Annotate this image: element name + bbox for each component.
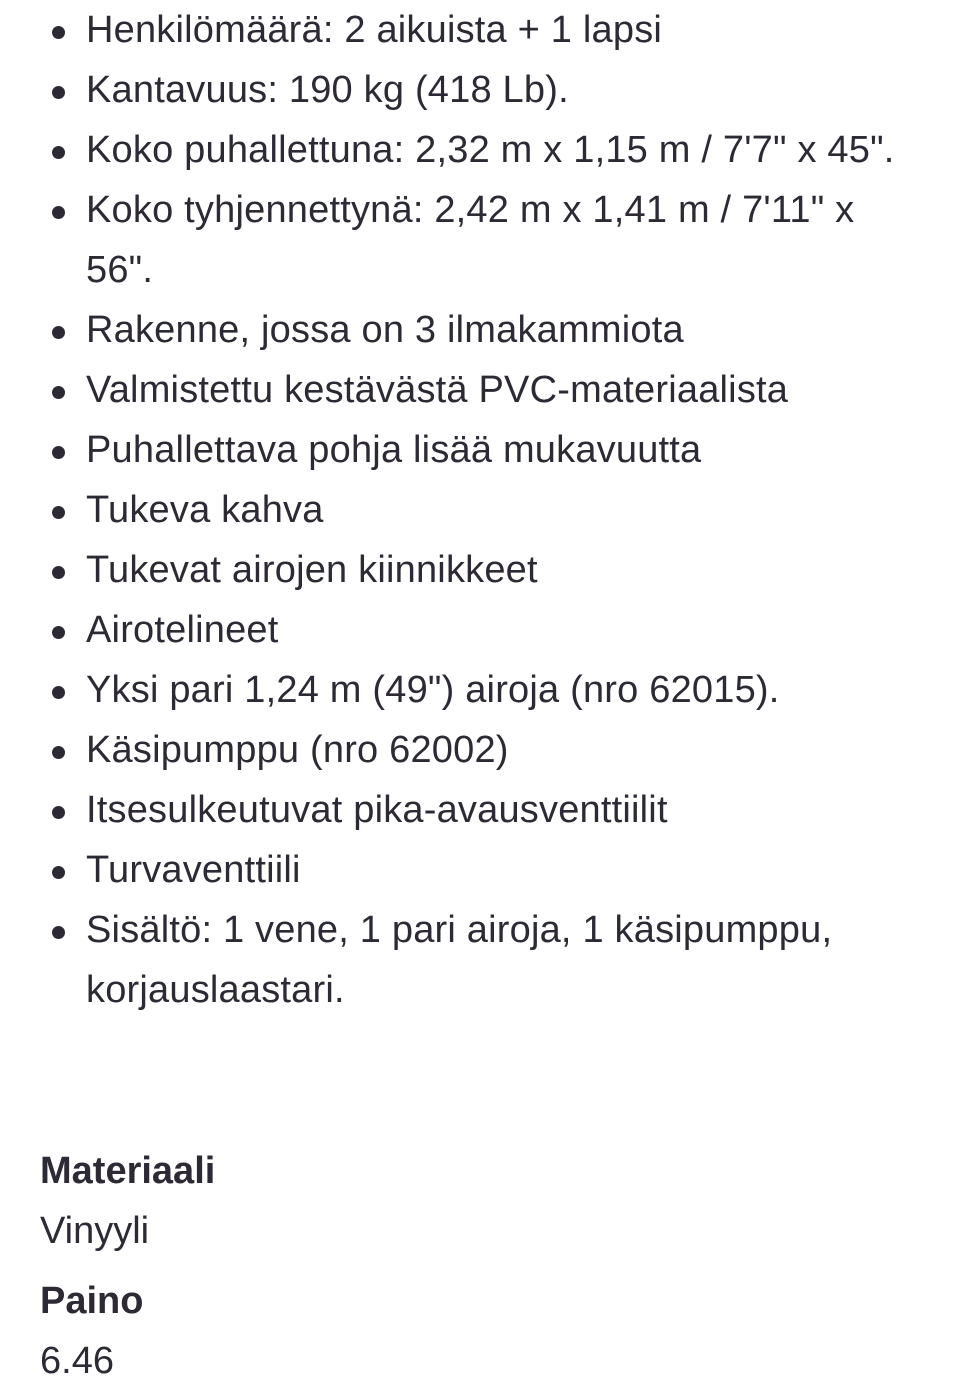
spec-material-value: Vinyyli [40,1210,150,1252]
feature-item: Itsesulkeutuvat pika-avausventtiilit [0,780,960,840]
feature-item: Puhallettava pohja lisää mukavuutta [0,420,960,480]
feature-item: Rakenne, jossa on 3 ilmakammiota [0,300,960,360]
feature-item: Koko puhallettuna: 2,32 m x 1,15 m / 7'7" x 45". [0,120,960,180]
feature-item: Tukevat airojen kiinnikkeet [0,540,960,600]
feature-item: Henkilömäärä: 2 aikuista + 1 lapsi [0,0,960,60]
feature-item: Sisältö: 1 vene, 1 pari airoja, 1 käsipumppu, korjauslaastari. [0,900,960,1020]
spec-weight-value: 6.46 [40,1340,114,1382]
feature-item: Turvaventtiili [0,840,960,900]
feature-item: Käsipumppu (nro 62002) [0,720,960,780]
spec-material-label: Materiaali [40,1150,216,1192]
spec-weight-label: Paino [40,1280,144,1322]
feature-item: Tukeva kahva [0,480,960,540]
feature-item: Koko tyhjennettynä: 2,42 m x 1,41 m / 7'11" x 56". [0,180,960,300]
feature-item: Airotelineet [0,600,960,660]
spec-weight [40,1271,143,1391]
feature-item: Valmistettu kestävästä PVC-materiaalista [0,360,960,420]
feature-item: Yksi pari 1,24 m (49") airoja (nro 62015). [0,660,960,720]
spec-material [40,1141,215,1261]
feature-item: Kantavuus: 190 kg (418 Lb). [0,60,960,120]
